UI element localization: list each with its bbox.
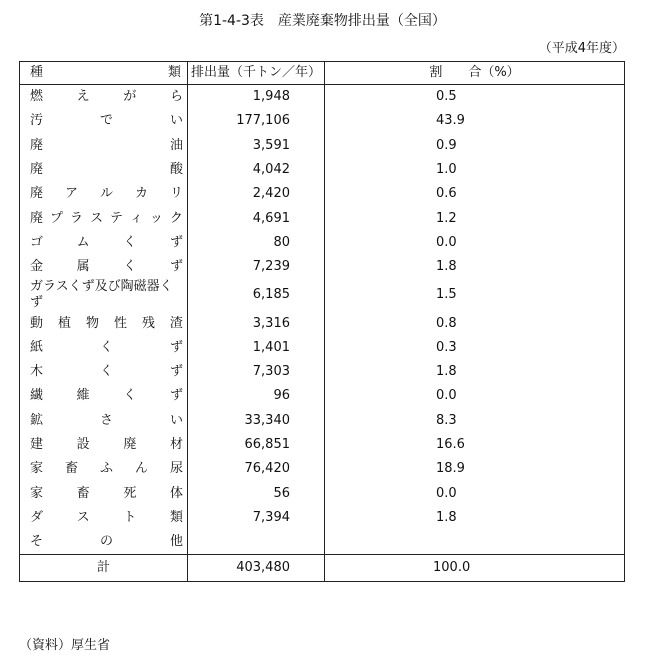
row-kind [20,279,188,311]
row-share: 1.0 [325,158,625,182]
row-kind-char: ク [169,210,183,226]
table-row [20,481,625,505]
row-kind [20,336,188,360]
table-row [20,206,625,230]
row-kind [20,506,188,530]
row-kind-char: 植 [57,315,71,331]
row-amount: 3,316 [188,311,325,335]
row-kind-char: い [169,113,183,129]
row-kind-char: 性 [113,315,127,331]
row-amount: 7,303 [188,360,325,384]
row-share: 1.8 [325,506,625,530]
row-share: 43.9 [325,109,625,133]
row-kind-char: テ [109,210,123,226]
row-kind-char: 紙 [30,339,44,355]
row-kind-char: 維 [76,388,90,404]
row-kind [20,311,188,335]
row-share: 0.0 [325,481,625,505]
row-kind-char: ス [76,509,90,525]
row-kind-char: 材 [169,437,183,452]
table-row [20,360,625,384]
row-kind-char: ル [99,186,113,202]
row-kind-char: 木 [30,364,44,380]
row-kind-char: ム [76,234,90,250]
row-amount: 2,420 [188,182,325,206]
row-kind-char: 家 [30,485,44,501]
row-amount: 177,106 [188,109,325,133]
row-kind-char: ず [169,364,183,380]
row-kind-char: が [123,89,137,105]
row-kind-char: ト [123,509,137,525]
row-share: 1.8 [325,255,625,279]
row-kind-char: さ [99,412,113,428]
row-amount: 6,185 [188,279,325,311]
row-kind-char: 体 [169,485,183,501]
row-kind-char: ず [169,339,183,355]
row-kind-char: 渣 [169,315,183,331]
row-kind-char: く [99,364,113,380]
row-kind [20,182,188,206]
header-kind-left: 種 [30,65,44,80]
row-share: 0.0 [325,231,625,255]
row-share: 0.0 [325,384,625,408]
total-row [20,555,625,582]
row-kind-char: ッ [149,210,163,226]
header-amount: 排出量（千トン／年） [188,62,325,85]
row-kind-char: 燃 [30,89,44,105]
row-share [325,530,625,555]
row-share: 0.3 [325,336,625,360]
row-kind-char: ア [64,186,78,202]
row-amount: 1,401 [188,336,325,360]
table-row [20,231,625,255]
row-share: 16.6 [325,433,625,457]
row-amount: 33,340 [188,409,325,433]
row-kind [20,360,188,384]
row-kind-char: 尿 [169,461,183,477]
row-kind [20,481,188,505]
row-kind-char: ィ [129,210,143,226]
row-kind [20,530,188,555]
header-share: 割 合（%） [325,62,625,85]
row-amount: 56 [188,481,325,505]
row-amount [188,530,325,555]
table-row [20,457,625,481]
row-kind-char: 繊 [30,388,44,404]
row-kind-char: 死 [123,485,137,501]
waste-emission-table [19,61,625,582]
row-kind-char: え [76,89,90,105]
row-kind-char: く [123,388,137,404]
total-amount: 403,480 [188,555,325,582]
row-kind-char: ず [169,259,183,275]
row-kind-char: 金 [30,259,44,275]
row-kind-char: リ [169,186,183,202]
row-kind [20,231,188,255]
source-note: （資料）厚生省 [19,638,111,653]
total-share: 100.0 [325,555,625,582]
row-kind [20,158,188,182]
row-amount: 3,591 [188,134,325,158]
row-kind-char: 家 [30,461,44,477]
row-kind [20,255,188,279]
row-kind-char: ず [169,234,183,250]
row-kind-char: ゴ [30,234,44,250]
table-row [20,409,625,433]
row-amount: 96 [188,384,325,408]
row-kind [20,409,188,433]
row-kind-char: ラ [69,210,83,226]
table-row [20,158,625,182]
table-row [20,336,625,360]
row-amount: 80 [188,231,325,255]
row-share: 0.5 [325,85,625,110]
table-row [20,311,625,335]
header-kind-right: 類 [167,65,181,80]
header-kind [20,62,188,85]
row-share: 1.8 [325,360,625,384]
row-share: 0.8 [325,311,625,335]
row-kind-char: ダ [30,509,44,525]
row-kind-char: 油 [169,137,183,153]
row-kind-char: そ [30,534,44,550]
row-kind-char: く [123,234,137,250]
row-kind-char: 酸 [169,162,183,178]
row-kind-char: 廃 [30,137,44,153]
row-kind-char: 廃 [30,186,44,202]
row-kind-char: 鉱 [30,412,44,428]
row-amount: 7,394 [188,506,325,530]
row-kind-char: 畜 [76,485,90,501]
table-row [20,85,625,110]
row-kind [20,109,188,133]
total-label: 計 [20,555,188,582]
table-row [20,433,625,457]
row-share: 1.5 [325,279,625,311]
row-kind-char: で [99,113,113,129]
table-row [20,182,625,206]
row-kind-char: 残 [141,315,155,331]
row-kind-char: 廃 [123,437,137,452]
row-kind-char: く [99,339,113,355]
row-kind-char: 畜 [64,461,78,477]
row-kind-char: 汚 [30,113,44,129]
row-kind [20,433,188,457]
fiscal-year-note: （平成4年度） [538,41,625,56]
table-body [20,85,625,555]
row-amount: 66,851 [188,433,325,457]
row-kind-char: 設 [76,437,90,452]
table-row [20,384,625,408]
row-kind-char: 廃 [30,210,44,226]
row-kind [20,206,188,230]
table-row [20,279,625,311]
row-kind [20,457,188,481]
row-kind-char: プ [49,210,63,226]
row-kind-char: 廃 [30,162,44,178]
row-kind-char: 他 [169,534,183,550]
row-share: 8.3 [325,409,625,433]
table-title: 第1-4-3表 産業廃棄物排出量（全国） [199,13,446,29]
row-kind-char: 建 [30,437,44,452]
row-kind-char: ん [134,461,148,477]
row-kind-char: ス [89,210,103,226]
table-row [20,506,625,530]
row-kind-char: ふ [99,461,113,477]
row-kind-char: 動 [30,315,44,331]
row-kind-char: 類 [169,509,183,525]
row-kind-char: ガラスくず及び陶磁器くず [30,279,173,311]
row-kind-char: ず [169,388,183,404]
row-share: 0.6 [325,182,625,206]
row-kind-char: く [123,259,137,275]
row-kind-char: 属 [76,259,90,275]
table-row [20,109,625,133]
row-kind-char: い [169,412,183,428]
row-kind-char: 物 [85,315,99,331]
row-kind [20,134,188,158]
row-share: 1.2 [325,206,625,230]
table-row [20,530,625,555]
row-kind-char: の [99,534,113,550]
row-amount: 4,042 [188,158,325,182]
row-kind [20,85,188,110]
row-amount: 7,239 [188,255,325,279]
row-kind [20,384,188,408]
table-row [20,255,625,279]
row-share: 0.9 [325,134,625,158]
row-kind-char: ら [169,89,183,105]
row-share: 18.9 [325,457,625,481]
row-amount: 76,420 [188,457,325,481]
header-row [20,62,625,85]
row-kind-char: カ [134,186,148,202]
row-amount: 1,948 [188,85,325,110]
table-row [20,134,625,158]
row-amount: 4,691 [188,206,325,230]
